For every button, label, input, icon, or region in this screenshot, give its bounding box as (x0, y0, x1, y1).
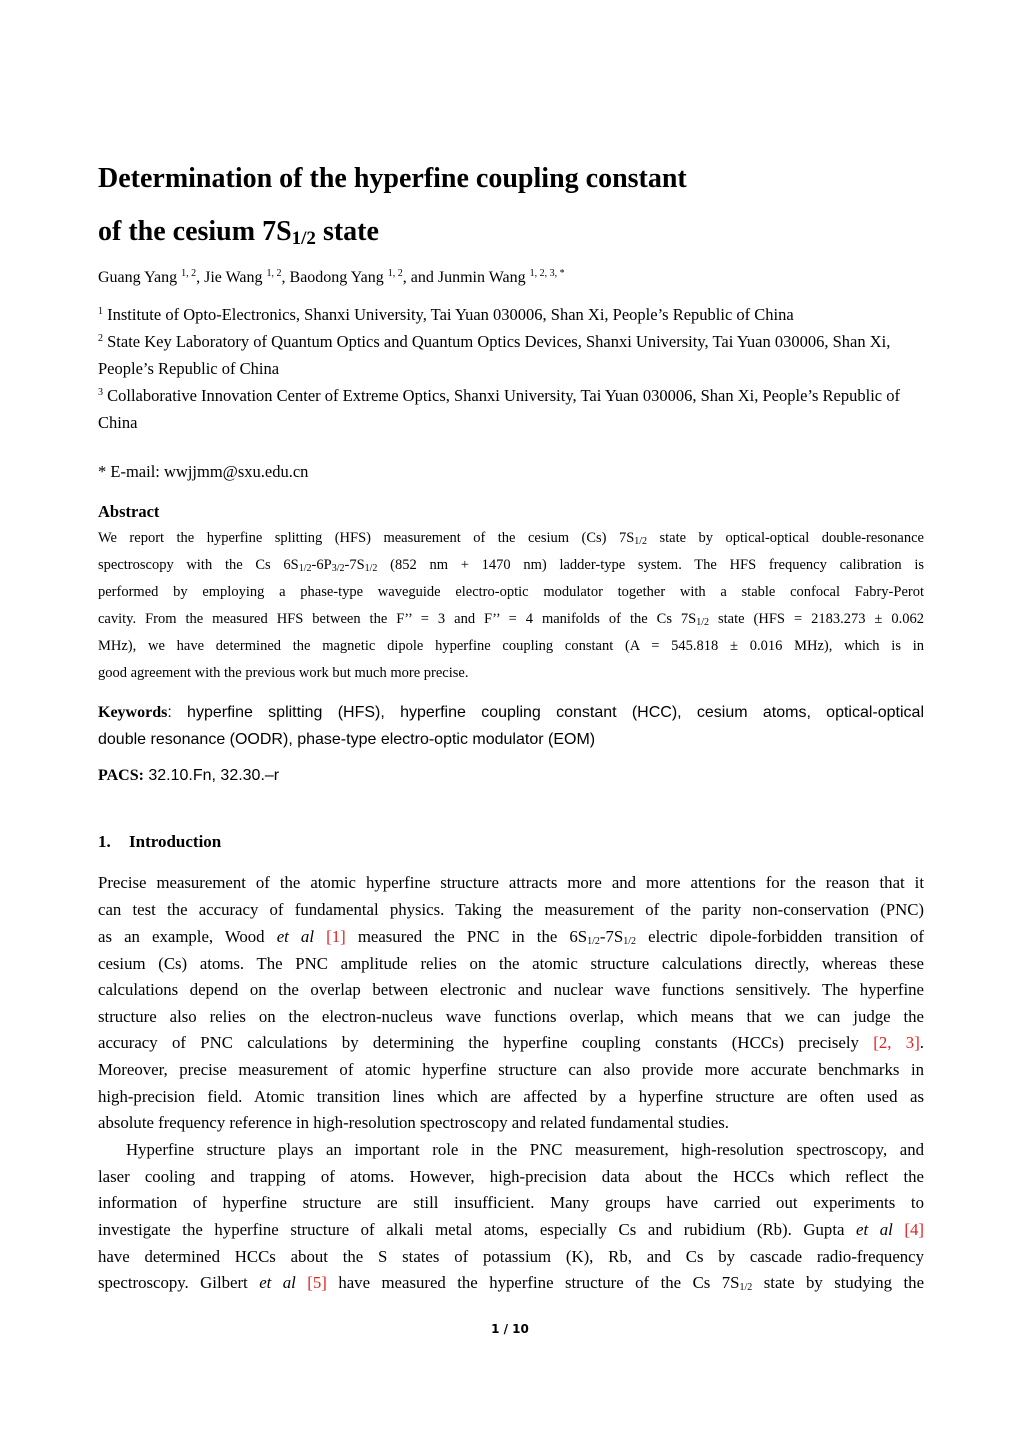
abstract-heading: Abstract (98, 502, 160, 521)
affiliation-2: $^2$ State Key Laboratory of Quantum Optics and Quantum Optics Devices, Shanxi University, Tai Yuan 030006, Shan Xi, People’s Republic of China (98, 332, 891, 378)
body-line: absolute frequency reference in high-resolution spectroscopy and related fundamental studies. (98, 1113, 729, 1132)
pacs-line: PACS: 32.10.Fn, 32.30.–r (98, 767, 280, 784)
author-list: Guang Yang $^{1, 2}$, Jie Wang $^{1, 2}$, Baodong Yang $^{1, 2}$, and Junmin Wang $^{1, 2, 3, *}$ (98, 268, 565, 286)
citation-link[interactable]: [5] (307, 1273, 327, 1292)
abstract-line: cavity. From the measured HFS between the F’’ = 3 and F’’ = 4 manifolds of the Cs $7S_{1/2}$ state (HFS = 2183.273 ± 0.062 (98, 611, 924, 628)
section-heading-introduction: 1. Introduction (98, 832, 222, 851)
body-line: Moreover, precise measurement of atomic hyperfine structure can also provide more accurate benchmarks in (98, 1060, 924, 1079)
corresponding-email: * E-mail: wwjjmm@sxu.edu.cn (98, 462, 309, 481)
body-line: as an example, Wood et al [1] measured the PNC in the $6S_{1/2}-7S_{1/2}$ electric dipole-forbidden transition of (98, 927, 925, 947)
body-line: can test the accuracy of fundamental physics. Taking the measurement of the parity non-conservation (PNC) (98, 900, 924, 919)
page-number: 1 / 10 (491, 1322, 529, 1336)
body-line: laser cooling and trapping of atoms. However, high-precision data about the HCCs which reflect the (98, 1167, 924, 1186)
body-line: have determined HCCs about the S states of potassium (K), Rb, and Cs by cascade radio-frequency (98, 1247, 924, 1266)
abstract-line: MHz), we have determined the magnetic dipole hyperfine coupling constant (A = 545.818 ± 0.016 MHz), which is in (98, 638, 924, 654)
body-line: investigate the hyperfine structure of alkali metal atoms, especially Cs and rubidium (Rb). Gupta et al [4] (98, 1220, 924, 1239)
body-line: accuracy of PNC calculations by determining the hyperfine coupling constants (HCCs) precisely [2, 3]. (98, 1033, 924, 1052)
body-line: information of hyperfine structure are still insufficient. Many groups have carried out experiments to (98, 1193, 924, 1212)
citation-link[interactable]: [4] (904, 1220, 924, 1239)
abstract-line: spectroscopy with the Cs $6S_{1/2}-6P_{3/2}-7S_{1/2}$ (852 nm + 1470 nm) ladder-type system. The HFS frequency calibration is (98, 557, 925, 574)
abstract-line: good agreement with the previous work but much more precise. (98, 665, 469, 681)
body-line: calculations depend on the overlap between electronic and nuclear wave functions sensitively. The hyperfine (98, 980, 924, 999)
body-line: high-precision field. Atomic transition lines which are affected by a hyperfine structure are often used as (98, 1087, 924, 1106)
keywords-line: double resonance (OODR), phase-type electro-optic modulator (EOM) (98, 731, 596, 748)
citation-link[interactable]: [1] (326, 927, 346, 946)
affiliation-1: $^1$ Institute of Opto-Electronics, Shanxi University, Tai Yuan 030006, Shan Xi, People’s Republic of China (98, 305, 794, 324)
keywords-line: Keywords: hyperfine splitting (HFS), hyperfine coupling constant (HCC), cesium atoms, optical-optical (98, 704, 924, 721)
abstract-line: performed by employing a phase-type waveguide electro-optic modulator together with a stable confocal Fabry-Perot (98, 584, 924, 600)
abstract-line: We report the hyperfine splitting (HFS) measurement of the cesium (Cs) $7S_{1/2}$ state by optical-optical double-resonance (98, 530, 924, 547)
paper-title-line-1: Determination of the hyperfine coupling constant (98, 163, 687, 194)
body-line: Hyperfine structure plays an important role in the PNC measurement, high-resolution spectroscopy, and (126, 1140, 924, 1159)
body-line: spectroscopy. Gilbert et al [5] have measured the hyperfine structure of the Cs $7S_{1/2}$ state by studying the (98, 1273, 925, 1293)
body-line: structure also relies on the electron-nucleus wave functions overlap, which means that we can judge the (98, 1007, 924, 1026)
paper-title-line-2: of the cesium $7S_{1/2}$ state (98, 216, 379, 249)
citation-link[interactable]: [2, 3] (873, 1033, 920, 1052)
keywords-label: Keywords (98, 704, 168, 721)
affiliation-3: $^3$ Collaborative Innovation Center of Extreme Optics, Shanxi University, Tai Yuan 030006, Shan Xi, People’s Republic of China (98, 386, 900, 432)
body-line: Precise measurement of the atomic hyperfine structure attracts more and more attentions for the reason that it (98, 873, 924, 892)
body-line: cesium (Cs) atoms. The PNC amplitude relies on the atomic structure calculations directly, whereas these (98, 954, 924, 973)
